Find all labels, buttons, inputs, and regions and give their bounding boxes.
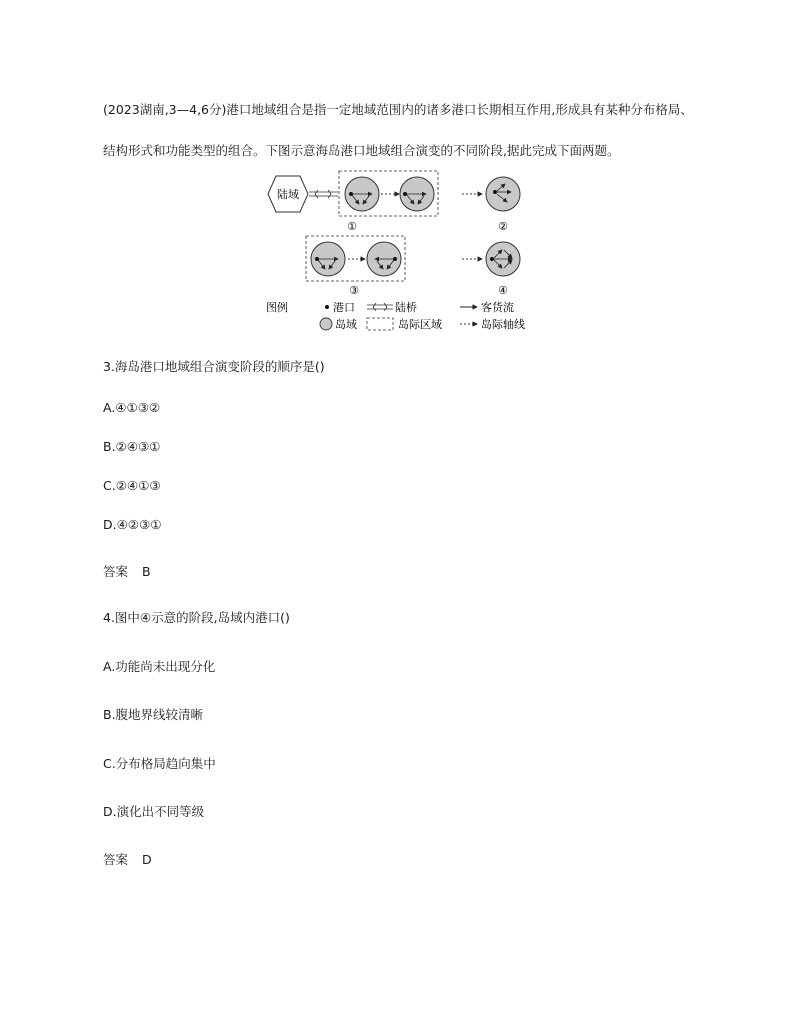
q3-answer-row (103, 562, 151, 580)
legend-island-circle (320, 318, 332, 330)
q3-option-a: A.④①③② (103, 400, 161, 415)
q4-answer-row (103, 850, 152, 868)
q4-answer-label: 答案 (103, 852, 129, 867)
legend-interisland-axis: 岛际轴线 (481, 318, 525, 331)
question-intro: (2023湖南,3—4,6分)港口地域组合是指一定地域范围内的诸多港口长期相互作用,形成具有某种分布格局、结构形式和功能类型的组合。下图示意海岛港口地域组合演变的不同阶段,据此完成下面两题。 (103, 102, 693, 158)
legend-port: 港口 (333, 301, 355, 314)
q4-answer-value: D (142, 852, 152, 867)
q4-option-b: B.腹地界线较清晰 (103, 707, 204, 722)
q3-option-c: C.②④①③ (103, 478, 161, 493)
stage1-island-right (400, 177, 434, 211)
q4-option-d: D.演化出不同等级 (103, 804, 205, 819)
stage1-island-left (345, 177, 379, 211)
legend-land-bridge-symbol (367, 303, 393, 311)
stage4-island (486, 242, 520, 276)
legend-land-bridge: 陆桥 (395, 301, 417, 314)
stage2-island (486, 177, 520, 211)
port-evolution-figure (262, 168, 532, 336)
q4-stem: 4.图中④示意的阶段,岛域内港口() (103, 610, 290, 625)
q3-answer-value: B (142, 564, 151, 579)
stage3-island-left (311, 242, 345, 276)
stage4-label: ④ (498, 284, 508, 297)
q3-option-b: B.②④③① (103, 439, 161, 454)
mainland-label: 陆域 (277, 188, 299, 201)
q3-answer-label: 答案 (103, 564, 129, 579)
land-bridge-symbol (309, 190, 338, 198)
stage3-island-right (367, 242, 401, 276)
legend-title: 图例 (266, 301, 288, 314)
q4-option-c: C.分布格局趋向集中 (103, 756, 216, 771)
q4-option-a: A.功能尚未出现分化 (103, 659, 216, 674)
stage1-label: ① (347, 220, 357, 233)
stage3-label: ③ (349, 284, 359, 297)
legend-cargo-flow: 客货流 (481, 301, 514, 314)
legend-region-box (367, 318, 393, 330)
legend-island: 岛域 (335, 318, 357, 331)
legend-interisland-region: 岛际区域 (398, 318, 442, 331)
stage2-label: ② (498, 220, 508, 233)
legend (266, 300, 525, 331)
legend-port-dot (325, 305, 329, 309)
q3-option-d: D.④②③① (103, 517, 162, 532)
q3-stem: 3.海岛港口地域组合演变阶段的顺序是() (103, 359, 325, 374)
